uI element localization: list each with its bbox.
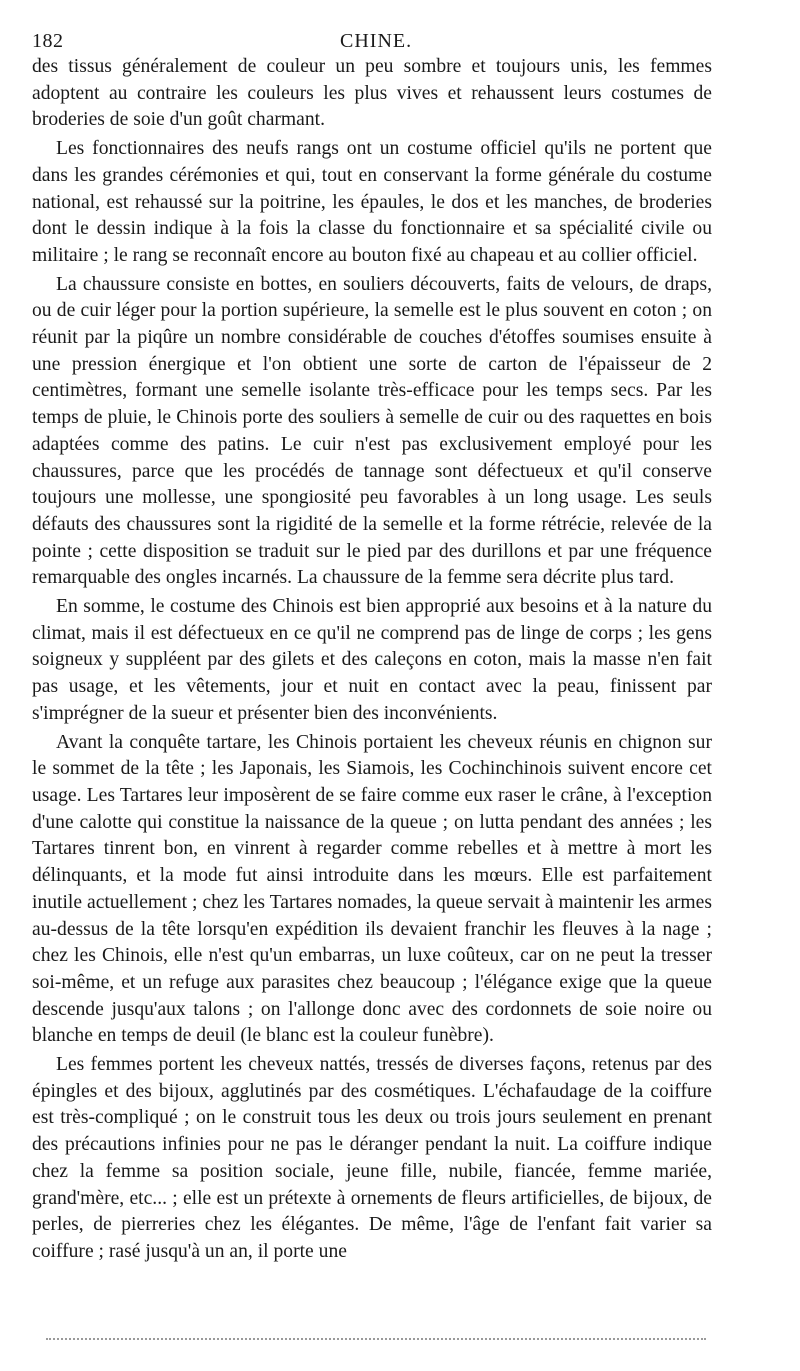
paragraph-fonctionnaires: Les fonctionnaires des neufs rangs ont un costume officiel qu'ils ne portent que dans les grandes cérémonies et qui, tout en conservant la forme générale du costume national, est rehaussé sur la poitrine, les épaules, le dos et les manches, de broderies dont le dessin indique à la fois la classe du fonctionnaire et sa spécialité civile ou militaire ; le rang se reconnaît encore au bouton fixé au chapeau et au collier officiel. <box>32 138 712 266</box>
body-text <box>32 54 712 1266</box>
footer-dotted-rule <box>46 1338 706 1340</box>
paragraph-continuation: des tissus généralement de couleur un peu sombre et toujours unis, les femmes adoptent au contraire les couleurs les plus vives et rehaussent leurs costumes de broderies de soie d'un goût charmant. <box>32 56 712 131</box>
page-number: 182 <box>32 30 64 52</box>
paragraph-chaussure: La chaussure consiste en bottes, en souliers découverts, faits de velours, de draps, ou de cuir léger pour la portion supérieure, la semelle est le plus souvent en coton ; on réunit par la piqûre un nombre considérable de couches d'étoffes soumises ensuite à une pression énergique et l'on obtient une sorte de carton de l'épaisseur de 2 centimètres, formant une semelle isolante très-efficace pour les temps secs. Par les temps de pluie, le Chinois porte des souliers à semelle de cuir ou des raquettes en bois adaptées comme des patins. Le cuir n'est pas exclusivement employé pour les chaussures, parce que les procédés de tannage sont défectueux et qu'il conserve toujours une mollesse, une spongiosité peu favorables à un long usage. Les seuls défauts des chaussures sont la rigidité de la semelle et la forme rétrécie, relevée de la pointe ; cette disposition se traduit sur le pied par des durillons et par une fréquence remarquable des ongles incarnés. La chaussure de la femme sera décrite plus tard. <box>32 273 712 589</box>
page-header <box>32 22 712 54</box>
paragraph-conquete-tartare: Avant la conquête tartare, les Chinois portaient les cheveux réunis en chignon sur le sommet de la tête ; les Japonais, les Siamois, les Cochinchinois suivent encore cet usage. Les Tartares leur imposèrent de se faire comme eux raser le crâne, à l'exception d'une calotte qui constitue la naissance de la queue ; on lutta pendant des années ; les Tartares tinrent bon, en vinrent à regarder comme rebelles et à mettre à mort les délinquants, et la mode fut ainsi introduite dans les mœurs. Elle est parfaitement inutile actuellement ; chez les Tartares nomades, la queue servait à maintenir les armes au-dessus de la tête lorsqu'en expédition ils devaient franchir les fleuves à la nage ; chez les Chinois, elle n'est qu'un embarras, un luxe coûteux, car on ne peut la tresser soi-même, et un refuge aux parasites chez beaucoup ; l'élégance exige que la queue descende jusqu'aux talons ; on l'allonge donc avec des cordonnets de soie noire ou blanche en temps de deuil (le blanc est la couleur funèbre). <box>32 731 712 1047</box>
paragraph-en-somme: En somme, le costume des Chinois est bien approprié aux besoins et à la nature du climat, mais il est défectueux en ce qu'il ne comprend pas de linge de corps ; les gens soigneux y suppléent par des gilets et des caleçons en coton, mais la masse n'en fait pas usage, et les vêtements, jour et nuit en contact avec la peau, finissent par s'imprégner de la sueur et présenter bien des inconvénients. <box>32 596 712 724</box>
book-page <box>32 22 712 1268</box>
paragraph-coiffure-femmes: Les femmes portent les cheveux nattés, tressés de diverses façons, retenus par des épingles et des bijoux, agglutinés par des cosmétiques. L'échafaudage de la coiffure est très-compliqué ; on le construit tous les deux ou trois jours seulement en prenant des précautions infinies pour ne pas le déranger pendant la nuit. La coiffure indique chez la femme sa position sociale, jeune fille, nubile, fiancée, femme mariée, grand'mère, etc... ; elle est un prétexte à ornements de fleurs artificielles, de bijoux, de perles, de pierreries chez les élégantes. De même, l'âge de l'enfant fait varier sa coiffure ; rasé jusqu'à un an, il porte une <box>32 1054 712 1262</box>
running-title: CHINE. <box>340 30 413 52</box>
